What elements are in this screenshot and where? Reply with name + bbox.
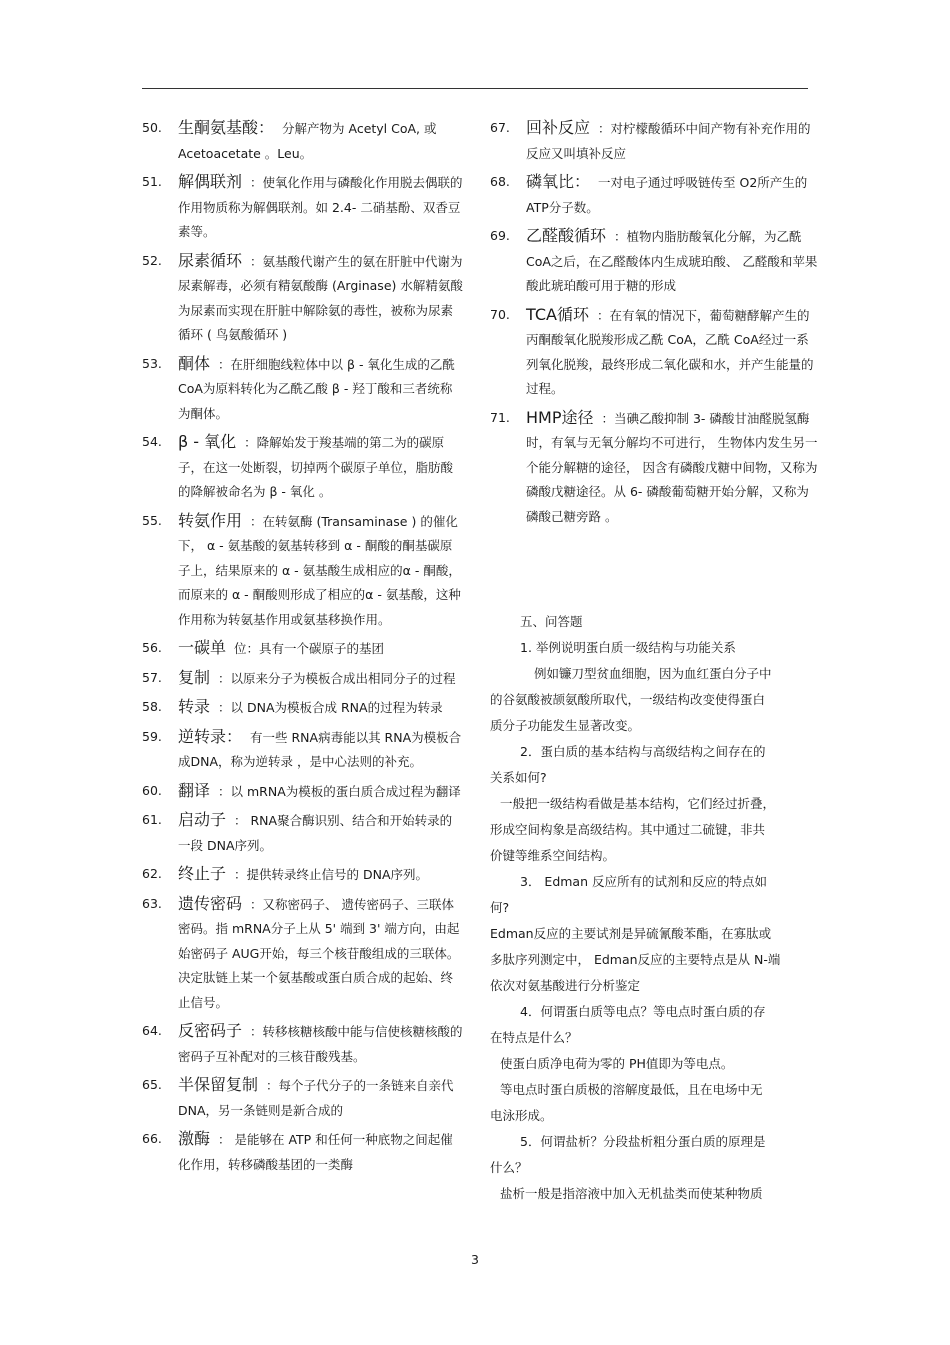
- entry-number: 66.: [142, 1131, 162, 1146]
- header-rule: [142, 88, 808, 89]
- qa-line: 4．何谓蛋白质等电点？等电点时蛋白质的存: [520, 1004, 766, 1019]
- glossary-entry: [142, 862, 464, 888]
- entry-definition: 有一些 RNA病毒能以其 RNA为模板合成DNA，称为逆转录 ，是中心法则的补充。: [178, 729, 462, 769]
- entry-definition: 分解产物为 Acetyl CoA, 或 Acetoacetate 。Leu。: [178, 121, 437, 161]
- qa-line: Edman反应的主要试剂是异硫氰酸苯酯，在寡肽或: [490, 926, 772, 941]
- entry-number: 65.: [142, 1077, 162, 1092]
- qa-line: 何?: [490, 900, 510, 915]
- entry-term: 解偶联剂: [178, 172, 243, 191]
- entry-number: 68.: [490, 174, 510, 189]
- entry-term: 逆转录：: [178, 726, 243, 746]
- glossary-entry: [490, 303, 820, 402]
- entry-definition: ：以 DNA为模板合成 RNA的过程为转录: [218, 700, 443, 715]
- qa-line: 使蛋白质净电荷为零的 PH值即为等电点。: [500, 1056, 734, 1071]
- entry-term: 激酶: [178, 1129, 211, 1148]
- qa-line: 盐析一般是指溶液中加入无机盐类而使某种物质: [500, 1186, 763, 1201]
- entry-number: 59.: [142, 728, 162, 744]
- entry-body: [178, 352, 464, 427]
- qa-line: 关系如何?: [490, 770, 547, 785]
- entry-body: [178, 779, 464, 805]
- entry-definition: ：又称密码子、 遗传密码子、三联体密码。指 mRNA分子上从 5' 端到 3' 端方向，由起始密码子 AUG开始，每三个核苷酸组成的三联体。决定肽链上某一个氨基酸或蛋白质合成的起始、终止信号。: [178, 896, 460, 1010]
- qa-line: 2．蛋白质的基本结构与高级结构之间存在的: [520, 744, 766, 759]
- glossary-entry: [142, 509, 464, 633]
- right-column: [490, 116, 820, 1207]
- entry-number: 51.: [142, 174, 162, 189]
- entry-number: 67.: [490, 120, 510, 135]
- entry-definition: ：在转氨酶 (Transaminase ) 的催化下， α - 氨基酸的氨基转移到 α - 酮酸的酮基碳原子上，结果原来的 α - 氨基酸生成相应的α - 酮酸，而原来的 α - 酮酸则形成了相应的α - 氨基酸，这种作用称为转氨基作用或氨基移换作用。: [178, 513, 461, 627]
- entry-definition: ：提供转录终止信号的 DNA序列。: [234, 867, 429, 882]
- entry-definition: ：在肝细胞线粒体中以 β - 氧化生成的乙酰 CoA为原料转化为乙酰乙酸 β - 羟丁酸和三者统称为酮体。: [178, 356, 455, 421]
- glossary-entry: [142, 1073, 464, 1123]
- entry-definition: ：使氧化作用与磷酸化作用脱去偶联的作用物质称为解偶联剂。如 2.4- 二硝基酚、双香豆素等。: [178, 175, 463, 239]
- qa-section: [490, 609, 820, 1207]
- entry-term: 酮体: [178, 353, 211, 373]
- entry-term: 转录: [178, 697, 211, 716]
- entry-term: 一碳单: [178, 638, 227, 657]
- entry-term: 启动子: [178, 810, 227, 829]
- entry-definition: ：氨基酸代谢产生的氨在肝脏中代谢为尿素解毒，必须有精氨酸酶 (Arginase) 水解精氨酸为尿素而实现在肝脏中解除氨的毒性，被称为尿素循环 ( 鸟氨酸循环 ): [178, 253, 463, 342]
- entry-body: [526, 170, 820, 220]
- entry-body: [178, 430, 464, 505]
- entry-body: [178, 808, 464, 858]
- entry-term: 翻译: [178, 780, 211, 800]
- glossary-entry: [490, 116, 820, 166]
- entry-definition: ：每个子代分子的一条链来自亲代 DNA，另一条链则是新合成的: [178, 1078, 454, 1118]
- entry-definition: ：降解始发于羧基端的第二为的碳原子，在这一处断裂，切掉两个碳原子单位，脂肪酸的降解被命名为 β - 氧化 。: [178, 435, 454, 499]
- entry-term: β - 氧化: [178, 432, 237, 451]
- qa-line: 例如镰刀型贫血细胞，因为血红蛋白分子中: [534, 666, 772, 681]
- entry-term: 半保留复制: [178, 1075, 259, 1094]
- entry-number: 55.: [142, 512, 162, 528]
- glossary-entry: [142, 808, 464, 858]
- entry-definition: ：以原来分子为模板合成出相同分子的过程: [218, 670, 456, 686]
- qa-lines: [490, 635, 820, 1207]
- entry-term: 磷氧比：: [526, 172, 591, 191]
- entry-number: 52.: [142, 252, 162, 268]
- glossary-entry: [142, 725, 464, 775]
- qa-line: 什么？: [490, 1160, 528, 1175]
- glossary-entry: [142, 352, 464, 427]
- entry-body: [178, 170, 464, 245]
- glossary-entry: [142, 1127, 464, 1177]
- entry-definition: ：植物内脂肪酸氧化分解，为乙酰 CoA之后，在乙醛酸体内生成琥珀酸、 乙醛酸和苹果酸此琥珀酸可用于糖的形成: [526, 229, 818, 293]
- qa-line: 3． Edman 反应所有的试剂和反应的特点如: [520, 874, 767, 889]
- entry-body: [178, 509, 464, 633]
- entry-body: [178, 666, 464, 692]
- entry-number: 71.: [490, 409, 510, 425]
- entry-body: [178, 695, 464, 721]
- glossary-entry: [142, 430, 464, 505]
- page-number: 3: [471, 1252, 479, 1267]
- entry-number: 60.: [142, 782, 162, 798]
- entry-definition: ： RNA聚合酶识别、结合和开始转录的一段 DNA序列。: [178, 813, 453, 853]
- glossary-entry: [142, 170, 464, 245]
- entry-body: [526, 303, 820, 402]
- entry-term: TCA循环: [526, 304, 589, 324]
- qa-line: 价键等维系空间结构。: [490, 848, 616, 863]
- entry-definition: ：对柠檬酸循环中间产物有补充作用的反应又叫填补反应: [526, 121, 811, 161]
- qa-line: 多肽序列测定中， Edman反应的主要特点是从 N-端: [490, 952, 781, 967]
- entry-number: 70.: [490, 306, 510, 322]
- entry-body: [178, 892, 464, 1016]
- glossary-entry: [142, 892, 464, 1016]
- entry-number: 64.: [142, 1023, 162, 1038]
- entry-number: 53.: [142, 355, 162, 371]
- glossary-entry: [142, 779, 464, 805]
- glossary-entry: [142, 1019, 464, 1069]
- entry-body: [178, 1019, 464, 1069]
- entry-definition: ：转移核糖核酸中能与信使核糖核酸的密码子互补配对的三核苷酸残基。: [178, 1024, 463, 1064]
- entry-body: [178, 725, 464, 775]
- glossary-entry: [490, 406, 820, 530]
- entry-term: 尿素循环: [178, 250, 243, 270]
- entry-body: [526, 224, 820, 299]
- entry-definition: 位：具有一个碳原子的基团: [234, 641, 385, 656]
- qa-line: 依次对氨基酸进行分析鉴定: [490, 978, 641, 993]
- qa-line: 等电点时蛋白质极的溶解度最低，且在电场中无: [500, 1082, 763, 1097]
- entry-body: [526, 406, 820, 530]
- entry-term: 复制: [178, 667, 211, 687]
- entry-number: 61.: [142, 812, 162, 827]
- entry-number: 56.: [142, 640, 162, 655]
- entry-definition: ：以 mRNA为模板的蛋白质合成过程为翻译: [218, 783, 461, 799]
- entry-number: 62.: [142, 866, 162, 881]
- entry-body: [178, 116, 464, 166]
- glossary-entry: [142, 666, 464, 692]
- qa-line: 质分子功能发生显著改变。: [490, 718, 641, 733]
- entry-term: 生酮氨基酸：: [178, 118, 275, 137]
- entry-body: [178, 1127, 464, 1177]
- entry-term: 终止子: [178, 864, 227, 883]
- entry-number: 57.: [142, 669, 162, 685]
- qa-line: 的谷氨酸被颉氨酸所取代，一级结构改变使得蛋白: [490, 692, 766, 707]
- right-entries: [490, 116, 820, 529]
- entry-number: 54.: [142, 434, 162, 449]
- entry-body: [178, 1073, 464, 1123]
- glossary-entry: [490, 224, 820, 299]
- entry-definition: ：在有氧的情况下，葡萄糖酵解产生的丙酮酸氧化脱羧形成乙酰 CoA，乙酰 CoA经过一系列氧化脱羧，最终形成二氧化碳和水，并产生能量的过程。: [526, 307, 814, 396]
- glossary-entry: [142, 695, 464, 721]
- entry-term: 反密码子: [178, 1021, 243, 1040]
- glossary-entry: [490, 170, 820, 220]
- qa-line: 在特点是什么？: [490, 1030, 578, 1045]
- entry-definition: ： 是能够在 ATP 和任何一种底物之间起催化作用，转移磷酸基团的一类酶: [178, 1132, 453, 1172]
- left-column: [142, 116, 464, 1181]
- qa-section-title: 五、问答题: [520, 614, 583, 629]
- qa-line: 1. 举例说明蛋白质一级结构与功能关系: [520, 640, 736, 655]
- qa-line: 形成空间构象是高级结构。其中通过二硫键，非共: [490, 822, 766, 837]
- glossary-entry: [142, 249, 464, 348]
- entry-term: 乙醛酸循环: [526, 226, 607, 245]
- entry-body: [178, 249, 464, 348]
- qa-line: 5．何谓盐析？分段盐析粗分蛋白质的原理是: [520, 1134, 766, 1149]
- entry-term: 遗传密码: [178, 893, 243, 913]
- qa-line: 电泳形成。: [490, 1108, 553, 1123]
- entry-term: HMP途径: [526, 407, 594, 427]
- qa-line: 一般把一级结构看做是基本结构，它们经过折叠，: [500, 796, 776, 811]
- entry-number: 50.: [142, 120, 162, 135]
- entry-body: [178, 862, 464, 888]
- entry-number: 63.: [142, 895, 162, 911]
- glossary-entry: [142, 116, 464, 166]
- entry-term: 回补反应: [526, 118, 591, 137]
- entry-number: 58.: [142, 699, 162, 714]
- entry-term: 转氨作用: [178, 510, 243, 530]
- glossary-entry: [142, 636, 464, 662]
- entry-body: [526, 116, 820, 166]
- entry-definition: 一对电子通过呼吸链传至 O2所产生的 ATP分子数。: [526, 175, 808, 215]
- entry-body: [178, 636, 464, 662]
- entry-number: 69.: [490, 228, 510, 243]
- entry-definition: ：当碘乙酸抑制 3- 磷酸甘油醛脱氢酶时，有氧与无氧分解均不可进行， 生物体内发生另一个能分解糖的途径， 因含有磷酸戊糖中间物，又称为磷酸戊糖途径。从 6- 磷酸葡萄糖开始分解，又称为磷酸己糖旁路 。: [526, 410, 818, 524]
